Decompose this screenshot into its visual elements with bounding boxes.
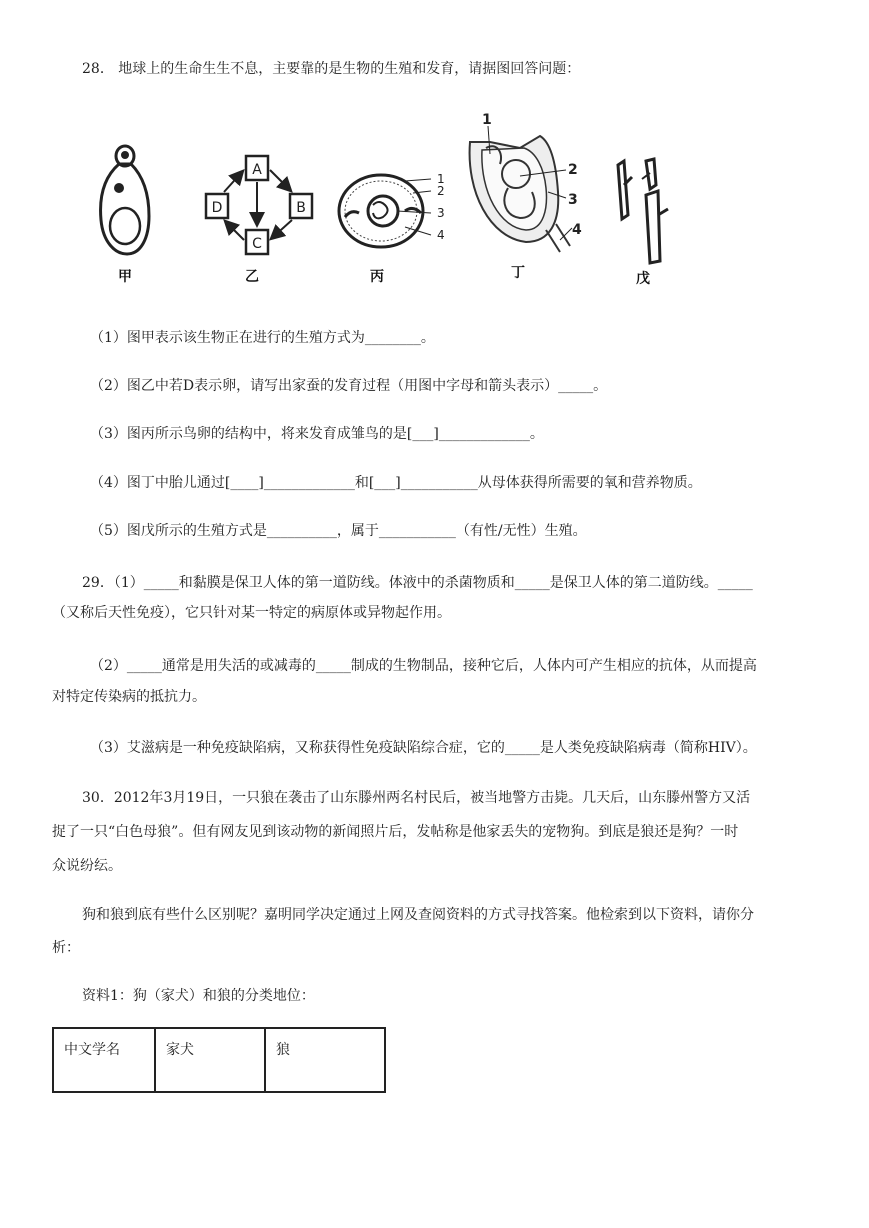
q29-p2-line1: （2）_____通常是用失活的或减毒的_____制成的生物制品，接种它后，人体内可产生相应的抗体，从而提高 — [90, 658, 757, 674]
ding-number-2: 2 — [568, 162, 578, 178]
figure-label-ding: 丁 — [511, 265, 525, 281]
bing-number-2: 2 — [437, 184, 445, 198]
question-28-stem: 28． 地球上的生命生生不息，主要靠的是生物的生殖和发育，请据图回答问题： — [82, 61, 581, 77]
q30-p1-line3: 众说纷纭。 — [52, 858, 122, 874]
q30-material-1: 资料1：狗（家犬）和狼的分类地位： — [82, 988, 315, 1004]
ding-number-3: 3 — [568, 192, 578, 208]
ding-number-1: 1 — [482, 112, 492, 128]
bing-number-1: 1 — [437, 172, 445, 186]
figure-ding-fetus — [460, 112, 590, 262]
table-cell-chinese-name: 中文学名 — [53, 1028, 155, 1092]
figure-label-bing: 丙 — [370, 269, 384, 285]
q28-sub-3: （3）图丙所示鸟卵的结构中，将来发育成雏鸟的是[___]_____________。 — [90, 426, 544, 442]
figure-wu-grafting — [610, 155, 675, 265]
q28-sub-5: （5）图戊所示的生殖方式是__________，属于___________（有性/无性）生殖。 — [90, 523, 587, 539]
q30-p1-line2: 捉了一只“白色母狼”。但有网友见到该动物的新闻照片后，发帖称是他家丢失的宠物狗。到底是狼还是狗？一时 — [52, 824, 739, 840]
q29-p3: （3）艾滋病是一种免疫缺陷病，又称获得性免疫缺陷综合症，它的_____是人类免疫缺陷病毒（简称HIV）。 — [90, 740, 757, 756]
q29-p1-line2: （又称后天性免疫），它只针对某一特定的病原体或异物起作用。 — [52, 605, 451, 621]
yi-box-A: A — [252, 162, 262, 178]
bing-number-4: 4 — [437, 228, 445, 242]
q29-p1-line1: 29．（1）_____和黏膜是保卫人体的第一道防线。体液中的杀菌物质和_____是保卫人体的第二道防线。_____ — [82, 575, 753, 591]
figure-label-wu: 戊 — [636, 271, 650, 287]
figure-jia-yeast-budding — [95, 138, 155, 258]
classification-table — [52, 1027, 386, 1093]
q28-sub-4: （4）图丁中胎儿通过[____]_____________和[___]___________从母体获得所需要的氧和营养物质。 — [90, 475, 702, 491]
yi-box-C: C — [252, 236, 262, 252]
q28-sub-2: （2）图乙中若D表示卵，请写出家蚕的发育过程（用图中字母和箭头表示）_____。 — [90, 378, 608, 394]
figure-label-jia: 甲 — [118, 269, 132, 285]
yi-box-D: D — [211, 200, 223, 216]
q30-p2-line2: 析： — [52, 940, 80, 956]
table-row — [53, 1028, 385, 1092]
q28-sub-1: （1）图甲表示该生物正在进行的生殖方式为________。 — [90, 330, 435, 346]
q30-p1-line1: 30．2012年3月19日，一只狼在袭击了山东滕州两名村民后，被当地警方击毙。几天后，山东滕州警方又活 — [82, 790, 751, 806]
figure-yi-development-cycle — [200, 150, 325, 265]
table-cell-wolf: 狼 — [265, 1028, 385, 1092]
figure-bing-bird-egg — [335, 165, 450, 260]
figure-label-yi: 乙 — [245, 269, 259, 285]
ding-number-4: 4 — [572, 222, 582, 238]
bing-number-3: 3 — [437, 206, 445, 220]
q29-p2-line2: 对特定传染病的抵抗力。 — [52, 689, 206, 705]
table-cell-dog: 家犬 — [155, 1028, 265, 1092]
yi-box-B: B — [296, 200, 306, 216]
q30-p2-line1: 狗和狼到底有些什么区别呢？嘉明同学决定通过上网及查阅资料的方式寻找答案。他检索到以下资料，请你分 — [82, 907, 754, 923]
